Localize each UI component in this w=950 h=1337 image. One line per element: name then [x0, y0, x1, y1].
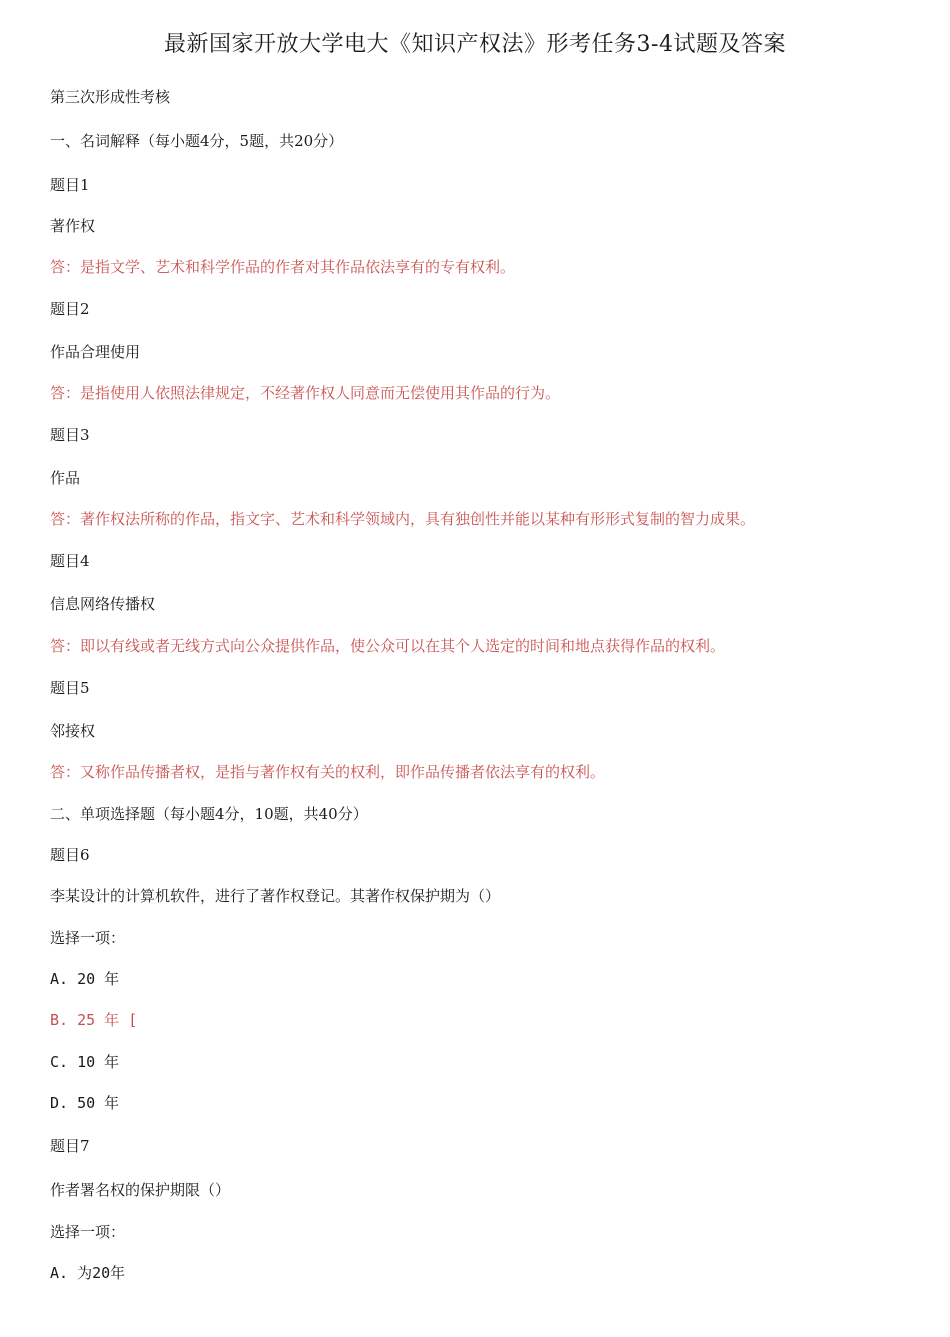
text-line: 作品 — [50, 469, 81, 487]
answer-text: 答：即以有线或者无线方式向公众提供作品，使公众可以在其个人选定的时间和地点获得作品的权利。 — [50, 637, 726, 655]
question-number: 题目2 — [50, 300, 90, 318]
choice-option: B. 25 年 [ — [50, 1011, 138, 1029]
question-number: 题目5 — [50, 679, 90, 697]
question-number: 题目4 — [50, 552, 90, 570]
question-number: 题目6 — [50, 846, 90, 864]
question-number: 题目7 — [50, 1137, 90, 1155]
section-heading: 一、名词解释（每小题4分，5题，共20分） — [50, 132, 344, 150]
text-line: 作品合理使用 — [50, 343, 141, 361]
document-title: 最新国家开放大学电大《知识产权法》形考任务3-4试题及答案 — [164, 32, 786, 57]
text-line: 著作权 — [50, 217, 96, 235]
question-number: 题目3 — [50, 426, 90, 444]
choice-option: A. 20 年 — [50, 970, 120, 988]
choice-option: C. 10 年 — [50, 1053, 120, 1071]
answer-text: 答：著作权法所称的作品，指文字、艺术和科学领域内，具有独创性并能以某种有形形式复制的智力成果。 — [50, 510, 756, 528]
answer-text: 答：是指使用人依照法律规定，不经著作权人同意而无偿使用其作品的行为。 — [50, 384, 561, 402]
text-line: 选择一项： — [50, 1223, 126, 1241]
section-heading: 二、单项选择题（每小题4分，10题，共40分） — [50, 805, 368, 823]
text-line: 邻接权 — [50, 722, 96, 740]
answer-text: 答：是指文学、艺术和科学作品的作者对其作品依法享有的专有权利。 — [50, 258, 516, 276]
text-line: 第三次形成性考核 — [50, 88, 171, 106]
question-number: 题目1 — [50, 176, 90, 194]
text-line: 作者署名权的保护期限（） — [50, 1181, 231, 1199]
choice-option: D. 50 年 — [50, 1094, 120, 1112]
text-line: 李某设计的计算机软件，进行了著作权登记。其著作权保护期为（） — [50, 887, 501, 905]
text-line: 信息网络传播权 — [50, 595, 156, 613]
answer-text: 答：又称作品传播者权，是指与著作权有关的权利，即作品传播者依法享有的权利。 — [50, 763, 606, 781]
text-line: 选择一项： — [50, 929, 126, 947]
choice-option: A. 为20年 — [50, 1264, 126, 1282]
